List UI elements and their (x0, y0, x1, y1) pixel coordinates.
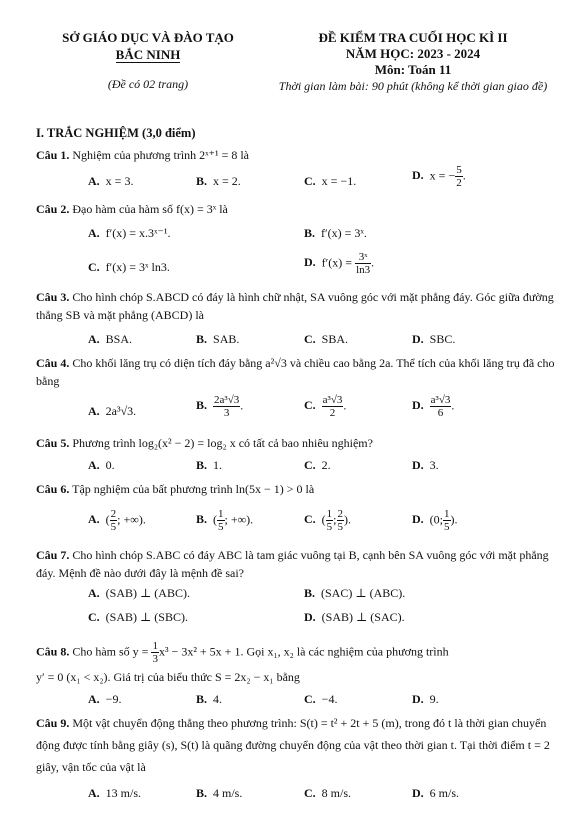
q6-option-a: A. ( $\frac{2}{5}$ ; +∞). (88, 508, 146, 533)
question-1: Câu 1. Nghiệm của phương trình 2ˣ⁺¹ = 8 là (36, 148, 249, 162)
q8-option-b: B. 4. (196, 692, 223, 706)
q9-option-d: D. 6 m/s. (412, 786, 460, 800)
q1-option-c: C. x = −1. (304, 174, 357, 188)
exam-title: ĐỀ KIỂM TRA CUỐI HỌC KÌ II (318, 30, 508, 45)
time-limit: Thời gian làm bài: 90 phút (không kể thời gian giao đề) (278, 79, 548, 93)
q2-option-d: D. f′(x) = $\frac{\text{3ˣ}}{\ln 3}$ . (304, 251, 375, 276)
question-4: Câu 4. Cho khối lăng trụ có diện tích đáy bằng a²√3 và chiều cao bằng 2a. Thể tích của khối lăng trụ đã cho bằng (36, 356, 555, 388)
q6-option-c: C. ( $\frac{1}{5}$ ; $\frac{2}{5}$ ). (304, 508, 352, 533)
q1-option-b: B. x = 2. (196, 174, 241, 188)
q6-option-b: B. ( $\frac{1}{5}$ ; +∞). (196, 508, 254, 533)
q9-option-a: A. 13 m/s. (88, 786, 142, 800)
q5-option-b: B. 1. (196, 458, 223, 472)
header-left (48, 30, 248, 92)
q8-option-d: D. 9. (412, 692, 439, 706)
question-8: Câu 8. Cho hàm số y = $\frac{1}{3}$ x³ − 3x² + 5x + 1. Gọi x₁, x₂ là các nghiệm của phương trình (36, 640, 449, 665)
q5-option-d: D. 3. (412, 458, 439, 472)
q4-option-a: A. 2a³√3. (88, 404, 137, 418)
q2-option-c: C. f′(x) = 3ˣ ln3. (88, 260, 170, 274)
question-2: Câu 2. Đạo hàm của hàm số f(x) = 3ˣ là (36, 202, 228, 216)
department-name: SỞ GIÁO DỤC VÀ ĐÀO TẠO (62, 30, 234, 45)
q7-option-a: A. (SAB) ⊥ (ABC). (88, 586, 190, 600)
q4-option-b: B. $\frac{\text{2a³√3}}{3}$ . (196, 394, 244, 419)
school-year: NĂM HỌC: 2023 - 2024 (345, 46, 481, 61)
q2-option-b: B. f′(x) = 3ˣ. (304, 226, 367, 240)
header-right (258, 30, 568, 94)
q7-option-b: B. (SAC) ⊥ (ABC). (304, 586, 406, 600)
question-6: Câu 6. Tập nghiệm của bất phương trình ln(5x − 1) > 0 là (36, 482, 315, 496)
q9-option-b: B. 4 m/s. (196, 786, 243, 800)
q4-option-c: C. $\frac{\text{a³√3}}{2}$ . (304, 394, 347, 419)
q9-option-c: C. 8 m/s. (304, 786, 352, 800)
q7-option-c: C. (SAB) ⊥ (SBC). (88, 610, 188, 624)
question-9: Câu 9. Một vật chuyển động thẳng theo phương trình: S(t) = t² + 2t + 5 (m), trong đó t là thời gian chuyển động được tính bằng giây (s), S(t) là quãng đường chuyển động của vật theo thời gian t. Tại thời điểm t = 2 giây, vận tốc của vật là (36, 716, 550, 774)
question-7: Câu 7. Cho hình chóp S.ABC có đáy ABC là tam giác vuông tại B, cạnh bên SA vuông góc với mặt phẳng đáy. Mệnh đề nào dưới đây là mệnh đề sai? (36, 548, 549, 580)
q4-option-d: D. $\frac{\text{a³√3}}{6}$ . (412, 394, 455, 419)
q3-option-d: D. SBC. (412, 332, 456, 346)
subject: Môn: Toán 11 (374, 62, 452, 77)
question-8-line2: y′ = 0 (x₁ < x₂). Giá trị của biểu thức S = 2x₂ − x₁ bằng (36, 670, 300, 684)
province-name: BẮC NINH (115, 47, 181, 62)
q3-option-a: A. BSA. (88, 332, 133, 346)
q8-option-a: A. −9. (88, 692, 122, 706)
q3-option-b: B. SAB. (196, 332, 240, 346)
question-5: Câu 5. Phương trình log₂(x² − 2) = log₂ x có tất cả bao nhiêu nghiệm? (36, 436, 373, 450)
q1-option-a: A. x = 3. (88, 174, 134, 188)
pages-note: (Đề có 02 trang) (107, 77, 189, 91)
q3-option-c: C. SBA. (304, 332, 349, 346)
q6-option-d: D. (0; $\frac{1}{5}$ ). (412, 508, 458, 533)
q5-option-c: C. 2. (304, 458, 331, 472)
q2-option-a: A. f′(x) = x.3ˣ⁻¹. (88, 226, 171, 240)
q8-option-c: C. −4. (304, 692, 338, 706)
q7-option-d: D. (SAB) ⊥ (SAC). (304, 610, 405, 624)
question-3: Câu 3. Cho hình chóp S.ABCD có đáy là hình chữ nhật, SA vuông góc với mặt phẳng đáy. Góc giữa đường thẳng SB và mặt phẳng (ABCD) là (36, 290, 554, 322)
q1-option-d: D. x = − $\frac{5}{2}$ . (412, 164, 466, 189)
q5-option-a: A. 0. (88, 458, 115, 472)
section-title: I. TRẮC NGHIỆM (3,0 điểm) (36, 126, 196, 140)
